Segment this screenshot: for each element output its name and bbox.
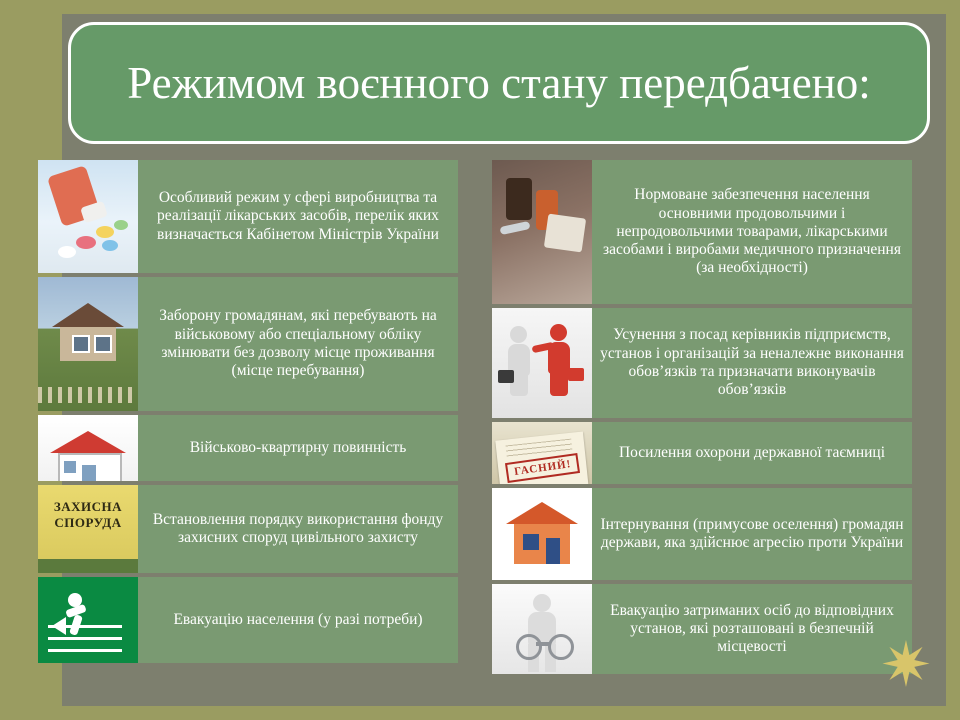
protective-structure-label: ЗАХИСНА СПОРУДА: [53, 499, 123, 531]
orange-house-image: [492, 488, 592, 580]
list-item: [38, 415, 458, 481]
list-item-text: Нормоване забезпечення населення основними продовольчими і непродовольчими товарами, лікарськими засобами і виробами медичного призначення (за необхідності): [592, 160, 912, 304]
protective-structure-sign-image: [38, 485, 138, 573]
list-item-text: Евакуацію затриманих осіб до відповідних установ, які розташовані в безпечній місцевості: [592, 584, 912, 674]
handcuffed-figure-image: [492, 584, 592, 674]
list-item: [492, 422, 912, 484]
pill-bottle-image: [38, 160, 138, 273]
list-item: [38, 485, 458, 573]
list-item: [492, 584, 912, 674]
list-item-text: Усунення з посад керівників підприємств, установ і організацій за неналежне виконання обов’язків та призначати виконувачів обов’язків: [592, 308, 912, 418]
secret-document-image: [492, 422, 592, 484]
slide-title-box: [68, 22, 930, 144]
list-item-text: Інтернування (примусове оселення) громадян держави, яка здійснює агресію проти України: [592, 488, 912, 580]
right-column: [492, 160, 912, 678]
compass-star-emblem: [874, 628, 938, 701]
red-roof-house-image: [38, 415, 138, 481]
list-item-text: Військово-квартирну повинність: [138, 415, 458, 481]
content-columns: [0, 160, 960, 672]
list-item-text: Особливий режим у сфері виробництва та реалізації лікарських засобів, перелік яких визначається Кабінетом Міністрів України: [138, 160, 458, 273]
slide-title: Режимом воєнного стану передбачено:: [127, 57, 871, 108]
list-item-text: Евакуацію населення (у разі потреби): [138, 577, 458, 663]
list-item-text: Заборону громадянам, які перебувають на військовому або спеціальному обліку змінювати без дозволу місце проживання (місце перебування): [138, 277, 458, 411]
medicine-supplies-image: [492, 160, 592, 304]
list-item: [38, 160, 458, 273]
secret-stamp-label: ГАСНИЙ!: [505, 453, 581, 483]
list-item: [492, 308, 912, 418]
left-column: [38, 160, 458, 667]
list-item: [492, 160, 912, 304]
list-item: [38, 277, 458, 411]
emblem-glyph: ✷: [880, 628, 932, 701]
frame-bottom-border: [0, 706, 960, 720]
list-item-text: Встановлення порядку використання фонду захисних споруд цивільного захисту: [138, 485, 458, 573]
list-item-text: Посилення охорони державної таємниці: [592, 422, 912, 484]
list-item: [38, 577, 458, 663]
country-house-image: [38, 277, 138, 411]
emergency-exit-sign-image: [38, 577, 138, 663]
frame-top-border: [0, 0, 960, 14]
list-item: [492, 488, 912, 580]
two-figures-image: [492, 308, 592, 418]
